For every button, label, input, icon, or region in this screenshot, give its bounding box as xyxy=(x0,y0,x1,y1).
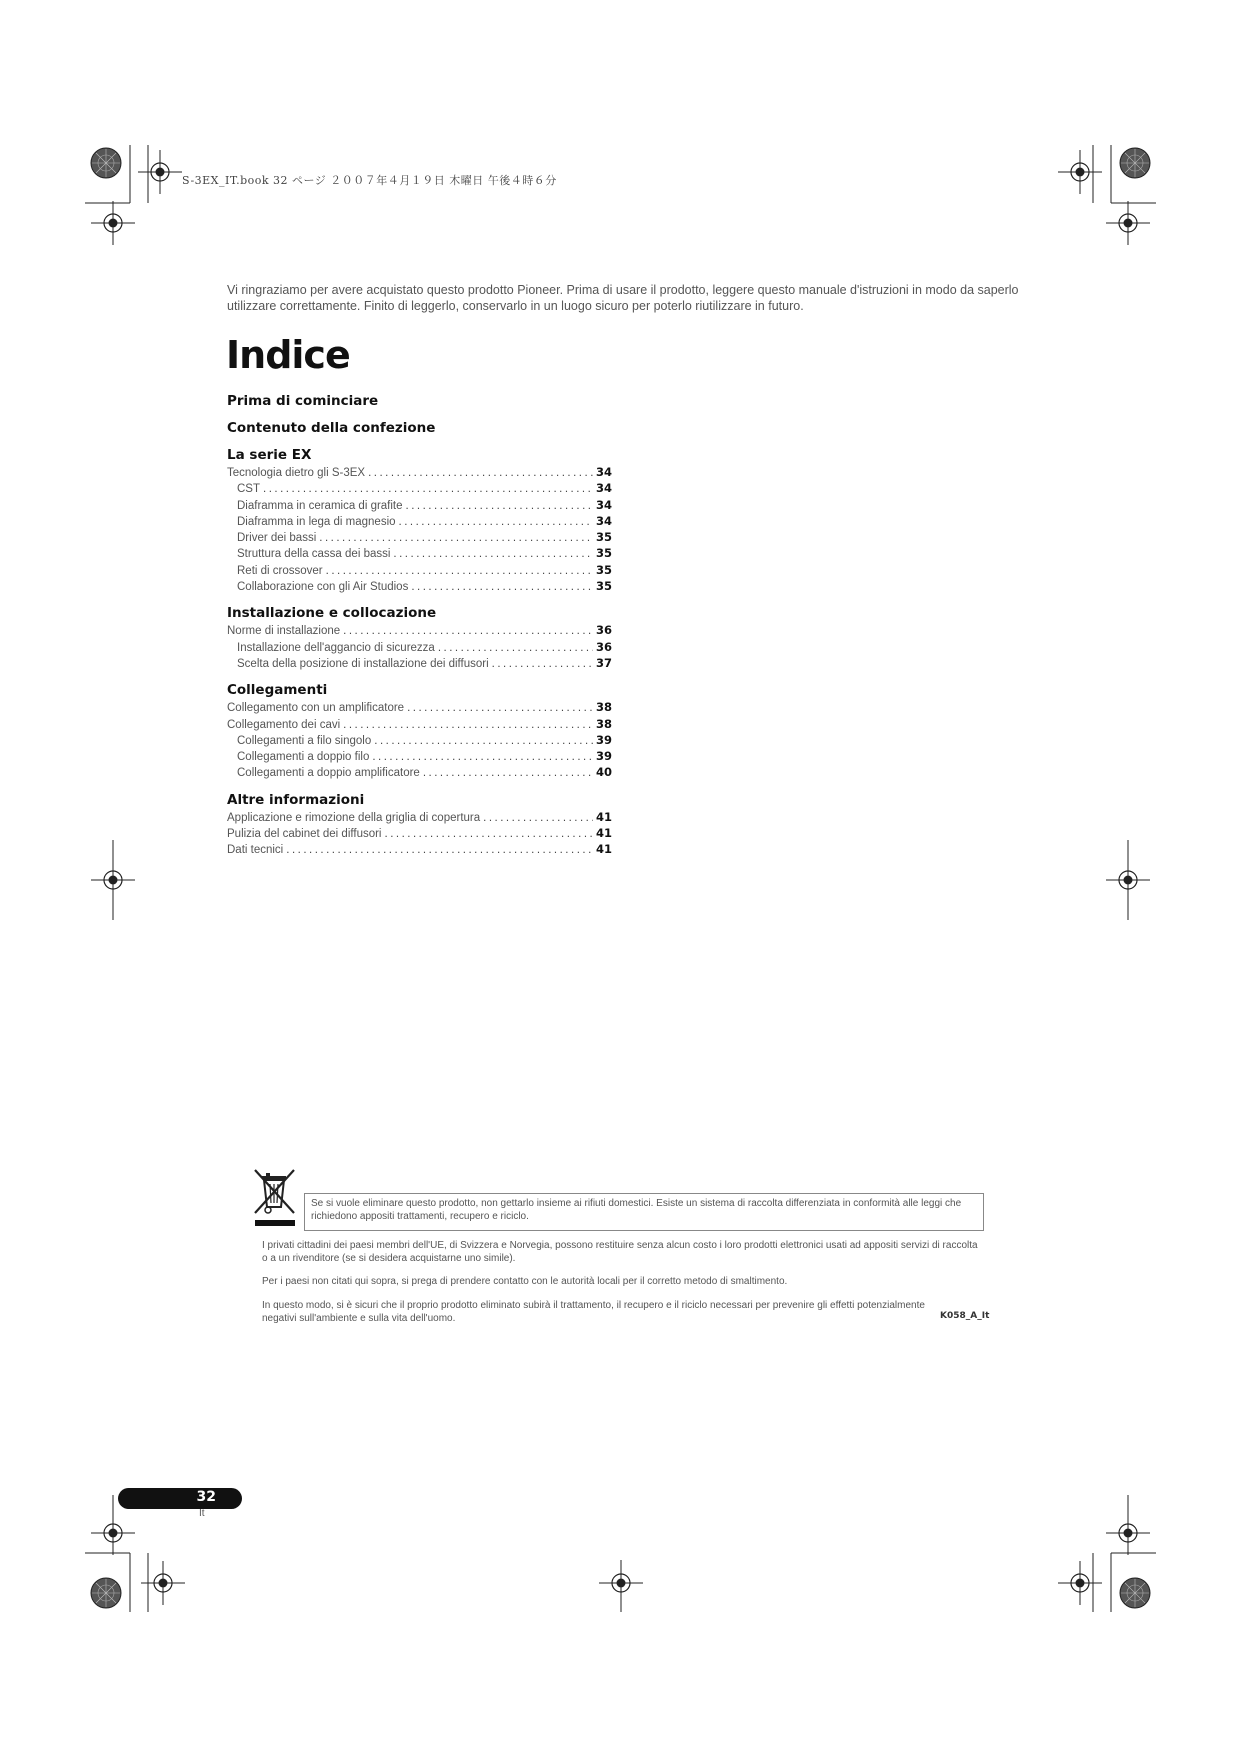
weee-paragraph: I privati cittadini dei paesi membri dell'UE, di Svizzera e Norvegia, possono restituire senza alcun costo i loro prodotti elettronici usati ad appositi servizi di raccolta o a un rivenditore (se si desidera acquistarne uno simile). xyxy=(262,1240,978,1264)
toc-entry-page: 36 xyxy=(595,623,612,638)
toc-entry[interactable] xyxy=(227,656,612,672)
color-target-icon xyxy=(1120,1578,1150,1608)
toc-entry[interactable] xyxy=(227,579,612,595)
toc-section xyxy=(227,420,612,436)
weee-paragraph: In questo modo, si è sicuri che il proprio prodotto eliminato subirà il trattamento, il recupero e il riciclo necessari per prevenire gli effetti potenzialmente negativi sull'ambiente e sulla vita dell'uomo. xyxy=(262,1300,925,1324)
toc-entry-label: Scelta della posizione di installazione dei diffusori xyxy=(237,657,489,670)
toc-entry[interactable] xyxy=(227,563,612,579)
toc-section-title[interactable]: Collegamenti xyxy=(227,682,328,699)
toc-entry-page: 34 xyxy=(595,513,612,528)
toc-entry[interactable] xyxy=(227,623,612,639)
toc-section xyxy=(227,792,612,859)
toc-section xyxy=(227,393,612,409)
toc-leader-dots xyxy=(423,766,593,781)
page-language: It xyxy=(199,1508,205,1519)
toc-section-title[interactable]: Altre informazioni xyxy=(227,791,365,808)
toc-entry[interactable] xyxy=(227,749,612,765)
toc-entry-label: Diaframma in ceramica di grafite xyxy=(237,499,403,512)
toc-entry-label: Diaframma in lega di magnesio xyxy=(237,515,396,528)
toc-entry[interactable] xyxy=(227,546,612,562)
toc-entry-page: 38 xyxy=(595,716,612,731)
toc-section-title[interactable]: Contenuto della confezione xyxy=(227,420,436,436)
toc-entry-label: Struttura della cassa dei bassi xyxy=(237,548,391,561)
color-target-icon xyxy=(1120,148,1150,178)
toc-leader-dots xyxy=(411,580,593,595)
toc-leader-dots xyxy=(286,843,593,858)
toc-entry[interactable] xyxy=(227,842,612,858)
toc-entry-page: 41 xyxy=(595,842,612,857)
toc-entry-page: 39 xyxy=(595,749,612,764)
registration-mark-icon xyxy=(91,201,135,245)
toc-entry[interactable] xyxy=(227,640,612,656)
toc-leader-dots xyxy=(374,734,593,749)
toc-entry-page: 37 xyxy=(595,655,612,670)
toc-section-title[interactable]: Prima di cominciare xyxy=(227,393,379,409)
toc-section-title[interactable]: Installazione e collocazione xyxy=(227,605,437,622)
toc-entry-page: 35 xyxy=(595,530,612,545)
registration-mark-icon xyxy=(1058,150,1102,194)
toc-leader-dots xyxy=(438,641,593,656)
toc-entry-label: Dati tecnici xyxy=(227,844,284,857)
intro-text: Vi ringraziamo per avere acquistato questo prodotto Pioneer. Prima di usare il prodotto, leggere questo manuale d'istruzioni in modo da saperlo utilizzare correttamente. Finito di leggerlo, conservarlo in un luogo sicuro per poterlo riutilizzare in futuro. xyxy=(227,283,1019,313)
toc-leader-dots xyxy=(372,750,593,765)
toc-entry-label: Collaborazione con gli Air Studios xyxy=(237,581,409,594)
weee-paragraph: Per i paesi non citati qui sopra, si prega di prendere contatto con le autorità locali per il corretto metodo di smaltimento. xyxy=(262,1276,788,1287)
toc-entry[interactable] xyxy=(227,826,612,842)
toc-entry-page: 40 xyxy=(595,765,612,780)
toc-leader-dots xyxy=(385,827,593,842)
toc-entry-label: Collegamenti a doppio amplificatore xyxy=(237,767,420,780)
toc-entry-label: Pulizia del cabinet dei diffusori xyxy=(227,828,382,841)
page-number: 32 xyxy=(196,1489,216,1505)
registration-mark-icon xyxy=(138,150,182,194)
toc-section-title[interactable]: La serie EX xyxy=(227,447,312,463)
toc-leader-dots xyxy=(407,701,593,716)
toc-leader-dots xyxy=(406,499,593,514)
toc-entry-label: Applicazione e rimozione della griglia di copertura xyxy=(227,811,481,824)
print-header: S-3EX_IT.book 32 ページ ２００７年４月１９日 木曜日 午後４時６分 xyxy=(182,174,557,187)
page-number-tab xyxy=(118,1488,242,1509)
toc-leader-dots xyxy=(492,657,593,672)
toc-leader-dots xyxy=(483,811,593,826)
toc-entry-page: 36 xyxy=(595,639,612,654)
toc-entry-page: 35 xyxy=(595,579,612,594)
toc-entry[interactable] xyxy=(227,810,612,826)
toc-entry-label: Collegamento dei cavi xyxy=(227,718,341,731)
toc-entry-label: Installazione dell'aggancio di sicurezza xyxy=(237,641,435,654)
toc-entry[interactable] xyxy=(227,481,612,497)
toc-entry-label: Collegamento con un amplificatore xyxy=(227,702,405,715)
toc-leader-dots xyxy=(326,564,593,579)
table-of-contents xyxy=(227,393,612,859)
toc-entry-label: Norme di installazione xyxy=(227,625,341,638)
crossed-out-wheelie-bin-icon xyxy=(252,1167,302,1229)
registration-mark-icon xyxy=(1058,1561,1102,1605)
toc-entry-page: 35 xyxy=(595,562,612,577)
toc-entry-label: Collegamenti a filo singolo xyxy=(237,734,372,747)
toc-entry-page: 41 xyxy=(595,826,612,841)
toc-entry-page: 39 xyxy=(595,732,612,747)
toc-leader-dots xyxy=(343,624,593,639)
toc-entry[interactable] xyxy=(227,733,612,749)
toc-entry[interactable] xyxy=(227,765,612,781)
toc-entry-label: CST xyxy=(237,483,260,496)
toc-leader-dots xyxy=(393,547,593,562)
weee-notice-box: Se si vuole eliminare questo prodotto, non gettarlo insieme ai rifiuti domestici. Esiste un sistema di raccolta differenziata in conformità alle leggi che richiedono appositi trattamenti, recupero e riciclo. xyxy=(304,1193,984,1231)
document-code: K058_A_It xyxy=(940,1311,990,1321)
toc-leader-dots xyxy=(319,531,593,546)
toc-leader-dots xyxy=(343,718,593,733)
registration-mark-icon xyxy=(1106,201,1150,245)
toc-section xyxy=(227,682,612,781)
toc-section xyxy=(227,447,612,595)
toc-entry-page: 41 xyxy=(595,809,612,824)
toc-entry-page: 34 xyxy=(595,497,612,512)
toc-entry[interactable] xyxy=(227,700,612,716)
toc-entry-page: 34 xyxy=(595,465,612,479)
toc-entry[interactable] xyxy=(227,465,612,481)
toc-entry-label: Collegamenti a doppio filo xyxy=(237,751,370,764)
toc-entry-label: Tecnologia dietro gli S-3EX xyxy=(227,467,366,479)
toc-leader-dots xyxy=(263,482,593,497)
color-target-icon xyxy=(91,1578,121,1608)
toc-entry-page: 38 xyxy=(595,700,612,715)
toc-section xyxy=(227,605,612,672)
page-title: Indice xyxy=(226,333,350,377)
toc-entry-page: 35 xyxy=(595,546,612,561)
toc-entry-page: 34 xyxy=(595,481,612,496)
toc-entry-label: Driver dei bassi xyxy=(237,532,317,545)
toc-entry-label: Reti di crossover xyxy=(237,564,323,577)
color-target-icon xyxy=(91,148,121,178)
toc-leader-dots xyxy=(399,515,593,530)
toc-entry[interactable] xyxy=(227,717,612,733)
toc-entry[interactable] xyxy=(227,530,612,546)
toc-leader-dots xyxy=(368,466,593,481)
toc-entry[interactable] xyxy=(227,498,612,514)
toc-entry[interactable] xyxy=(227,514,612,530)
